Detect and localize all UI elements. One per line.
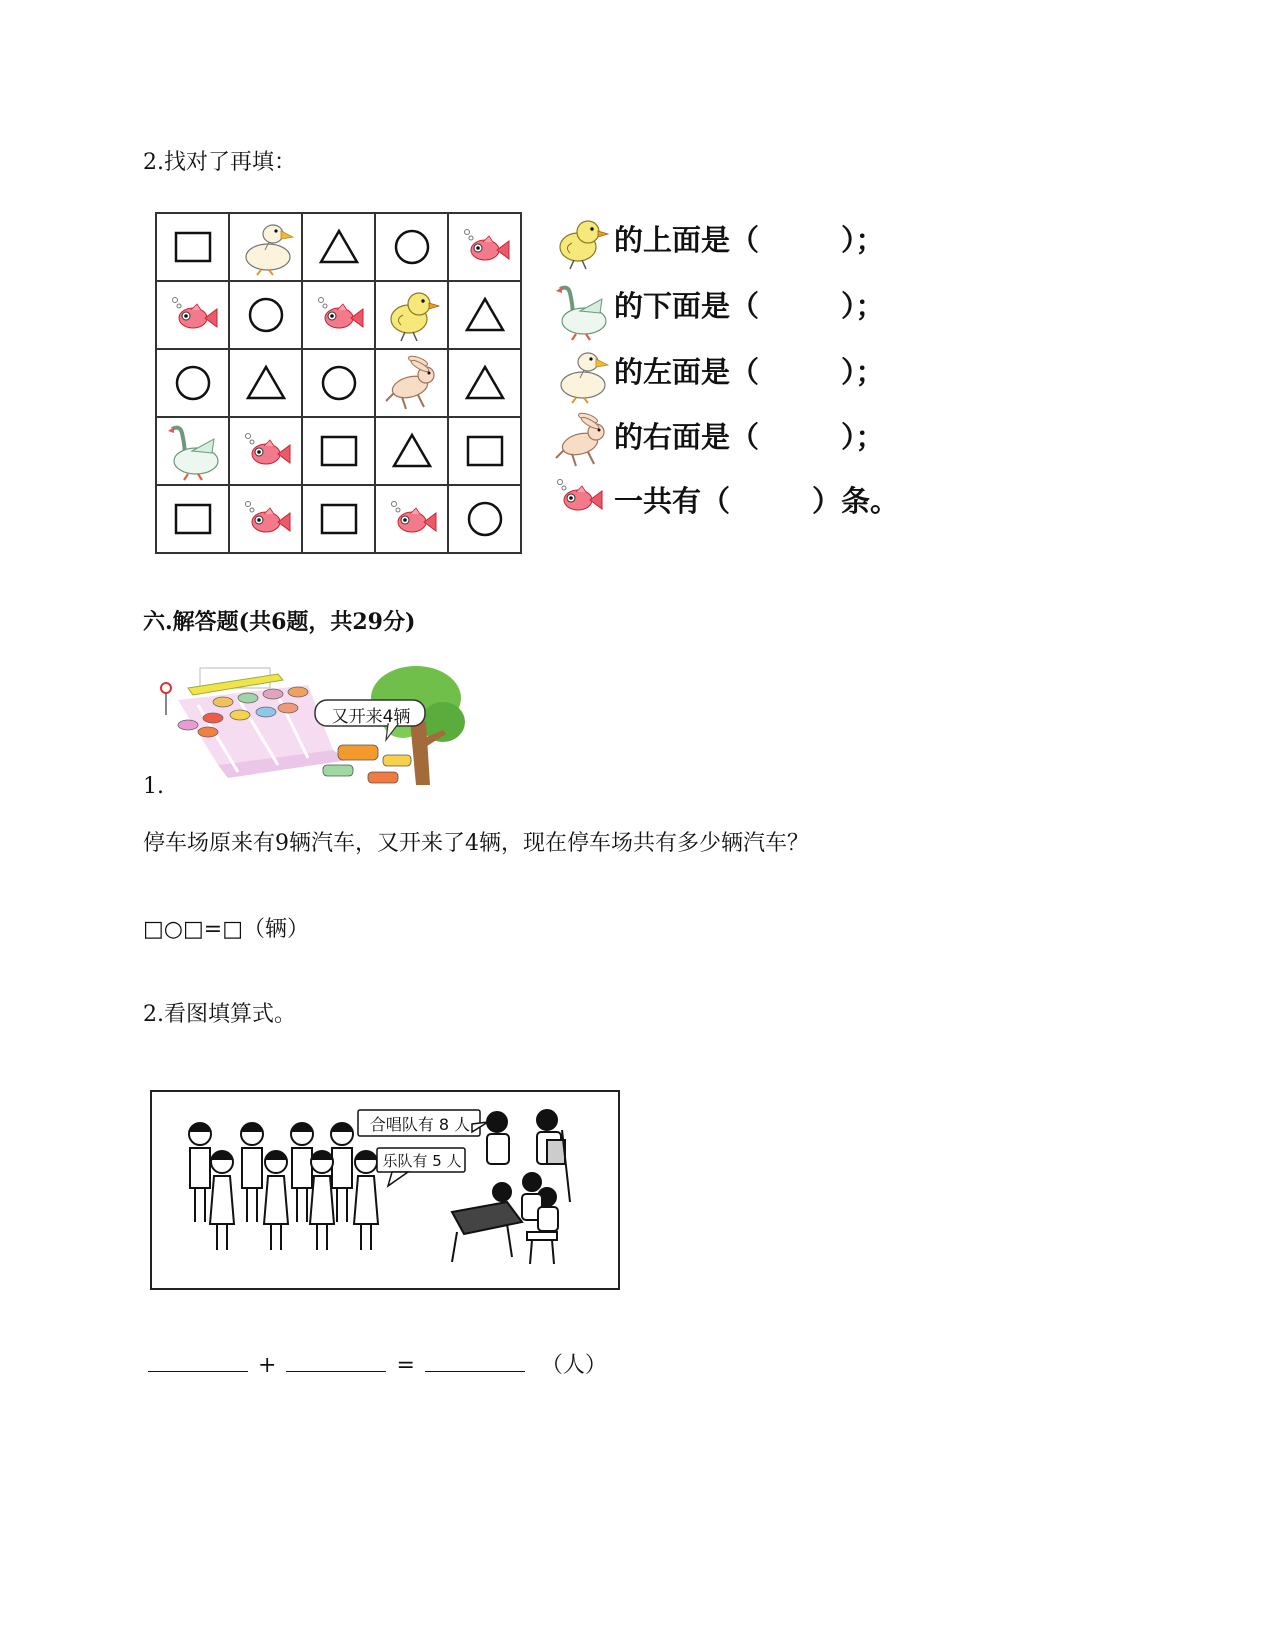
fish-icon: [229, 485, 302, 553]
question-suffix: ）；: [841, 288, 885, 323]
choir-member: [241, 1123, 263, 1222]
triangle-icon: [302, 213, 375, 281]
choir-band-illustration: [150, 1090, 620, 1290]
chick-icon: [550, 213, 608, 263]
question-line: [550, 474, 899, 524]
question-text: 的右面是（: [614, 419, 760, 454]
fish-icon: [302, 281, 375, 349]
triangle-icon: [448, 349, 521, 417]
blank-sum[interactable]: [425, 1349, 525, 1372]
question-text: 的下面是（: [614, 288, 760, 323]
grid-row: [156, 213, 521, 281]
question-title: 2.找对了再填：: [143, 150, 296, 175]
square-icon: [302, 485, 375, 553]
square-icon: [156, 213, 229, 281]
choir-member: [331, 1123, 353, 1222]
rabbit-icon: [550, 410, 608, 460]
choir-member: [264, 1151, 288, 1250]
goose-icon: [550, 279, 608, 329]
choir-member: [291, 1123, 313, 1222]
question-text: 一共有（: [614, 483, 731, 518]
grid-row: [156, 349, 521, 417]
triangle-icon: [229, 349, 302, 417]
section-heading: 六.解答题(共6题，共29分): [143, 609, 416, 635]
fish-icon: [550, 474, 608, 524]
question-line: [550, 213, 885, 263]
circle-icon: [375, 213, 448, 281]
grid-row: [156, 281, 521, 349]
chick-icon: [375, 281, 448, 349]
question-suffix: ）；: [841, 222, 885, 257]
problem-number: 1.: [143, 774, 164, 799]
circle-icon: [302, 349, 375, 417]
answer-formula: □○□=□（辆）: [143, 917, 309, 942]
grid-row: [156, 417, 521, 485]
square-icon: [302, 417, 375, 485]
question-suffix: ）；: [841, 419, 885, 454]
triangle-icon: [448, 281, 521, 349]
duck-icon: [229, 213, 302, 281]
fish-icon: [448, 213, 521, 281]
choir-speech-text: 合唱队有 8 人: [369, 1115, 471, 1134]
question-text: 的上面是（: [614, 222, 760, 257]
question-suffix: ）；: [841, 354, 885, 389]
question-line: [550, 410, 885, 460]
unit-label: （人）: [540, 1353, 607, 1378]
problem-text: 停车场原来有9辆汽车，又开来了4辆，现在停车场共有多少辆汽车？: [143, 831, 809, 856]
triangle-icon: [375, 417, 448, 485]
speech-bubble-text: 又开来4辆: [331, 707, 411, 727]
question-line: [550, 345, 885, 395]
circle-icon: [229, 281, 302, 349]
rabbit-icon: [375, 349, 448, 417]
goose-icon: [156, 417, 229, 485]
choir-member: [310, 1151, 334, 1250]
fish-icon: [375, 485, 448, 553]
blank-addend-2[interactable]: [286, 1349, 386, 1372]
blank-addend-1[interactable]: [148, 1349, 248, 1372]
question-text: 的左面是（: [614, 354, 760, 389]
parking-lot-illustration: [158, 660, 470, 795]
fish-icon: [156, 281, 229, 349]
circle-icon: [156, 349, 229, 417]
choir-member: [189, 1123, 211, 1222]
choir-member: [210, 1151, 234, 1250]
question-line: [550, 279, 885, 329]
grid-row: [156, 485, 521, 553]
problem-title: 2.看图填算式。: [143, 1002, 296, 1027]
square-icon: [156, 485, 229, 553]
picture-grid: [155, 212, 522, 554]
plus-sign: +: [258, 1353, 277, 1378]
duck-icon: [550, 345, 608, 395]
question-suffix: ）条。: [812, 483, 900, 518]
circle-icon: [448, 485, 521, 553]
fish-icon: [229, 417, 302, 485]
equals-sign: =: [396, 1353, 415, 1378]
choir-member: [354, 1151, 378, 1250]
band-speech-text: 乐队有 5 人: [382, 1152, 462, 1170]
equation-row: [148, 1348, 607, 1379]
square-icon: [448, 417, 521, 485]
